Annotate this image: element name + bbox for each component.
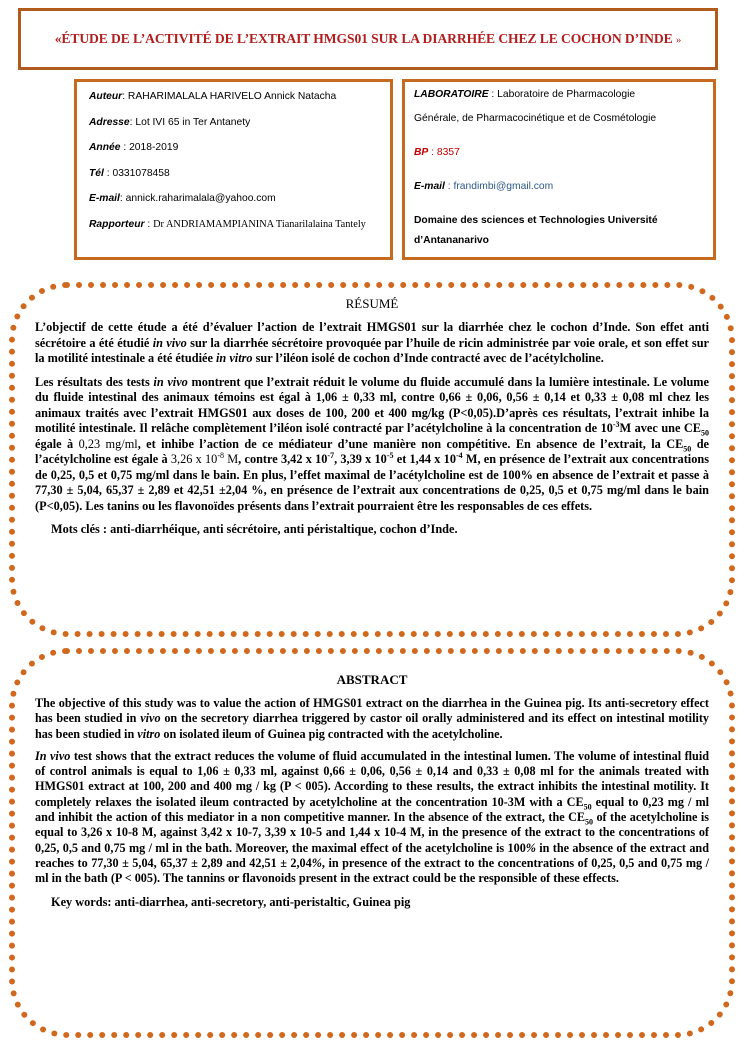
abstract-heading: ABSTRACT	[336, 672, 408, 687]
resume-p2-text: montrent que l’extrait réduit le volume du fluide accumulé dans la lumière intestinale. Le volume du fluide intestinal des animaux témoins est égal à 1,06 ± 0,33 ml, contre 0,66 ± 0,06, 0,56 ± 0,14 et 0,33 ± 0,08 ml chez les animaux traités avec l’extrait HMGS01 aux doses de 100, 200 et 400 mg/kg (P<0,05).D’après ces résultats, l’extrait inhibe la motilité intestinale. Il relâche complètement l’iléon isolé contracté par l’acétylcholine à la concentration de 10	[35, 374, 709, 435]
abstract-p2-text: equal to 0,23 mg / ml and inhibit the action of this mediator in a non competitive manner. In the absence of the extract, the CE	[35, 794, 709, 825]
resume-p2-sup: -7	[327, 450, 335, 460]
reporter-row	[89, 218, 390, 244]
abstract-section	[9, 648, 735, 1038]
lab-line2-row	[414, 112, 713, 126]
resume-p2-text: , 3,39 x 10	[334, 452, 387, 466]
domain-line2: d’Antananarivo	[414, 235, 489, 246]
resume-p2-text: M, en présence de l’extrait aux concentrations de 0,25, 0,5 et 0,75 mg/ml dans le bain. En plus, l’effet maximal de l’acétylcholine est de 100% en absence de l’extrait et passe à 77,30 ± 5,04, 65,37 ± 2,89 et 42,51 ±2,04 %, en présence de l’extrait aux concentrations de 0,25, 0,5 et 0,75 mg/ml dans le bain (P<0,05). Les tanins ou les flavonoïdes présents dans l’extrait pourraient être les responsables de ces effets.	[35, 452, 709, 513]
lab-line2: Générale, de Pharmacocinétique et de Cosmétologie	[414, 113, 657, 124]
abstract-paragraph-2	[35, 749, 709, 887]
abstract-p1-text: The objective of this study was to value the action of HMGS01 extract on the diarrhea in the Guinea pig. Its anti-secretory effect has been studied in	[35, 696, 709, 726]
resume-p2-text: et 1,44 x 10	[393, 452, 456, 466]
resume-keywords: Mots clés : anti-diarrhéique, anti sécrétoire, anti péristaltique, cochon d’Inde.	[51, 522, 458, 536]
resume-p2-text: , et inhibe l’action de ce médiateur d’une manière non compétitive. En absence de l’extrait, la CE	[137, 436, 684, 451]
resume-p2-sup: -8	[217, 450, 224, 460]
resume-p2-italic: in vivo	[153, 374, 188, 389]
resume-p2-sub: 50	[701, 428, 710, 438]
resume-p2-plain: M	[224, 452, 239, 466]
reporter-value: Dr ANDRIAMAMPIANINA Tianarilalaina Tantely	[153, 218, 366, 230]
phone-row	[89, 167, 390, 193]
title-close-quote: »	[675, 34, 682, 46]
author-row	[89, 90, 390, 116]
abstract-p2-text: in the absence of the extract and reaches to 77,30 ± 5,04, 65,37 ± 2,89 and 42,51 ± 2,04	[35, 840, 709, 870]
lab-info-box	[402, 79, 716, 260]
document-title	[55, 31, 682, 47]
lab-email-value[interactable]: : frandimbi@gmail.com	[444, 181, 554, 192]
author-value: : RAHARIMALALA HARIVELO Annick Natacha	[122, 91, 337, 102]
resume-p1-text: sur la diarrhée sécrétoire provoquée par l’huile de ricin administrée par voie orale, et son effet sur la motilité intestinale a été étudiée	[35, 335, 709, 365]
abstract-p2-italic: %	[525, 840, 536, 855]
title-open-quote: «	[54, 31, 62, 46]
resume-p2-sub: 50	[683, 443, 692, 453]
abstract-p1-text: on the secretory diarrhea triggered by castor oil orally administered and its effect on intestinal motility has been studied in	[35, 711, 709, 741]
address-row	[89, 116, 390, 142]
author-label: Auteur	[89, 91, 123, 102]
lab-email-row	[414, 180, 713, 194]
abstract-p1-italic: vitro	[137, 726, 161, 741]
domain-line1: Domaine des sciences et Technologies Université	[414, 215, 658, 226]
resume-p2-sup: -3	[612, 419, 620, 429]
resume-p1-italic: in vitro	[216, 351, 253, 365]
email-label: E-mail	[89, 193, 120, 204]
abstract-p2-italic: %	[311, 855, 322, 870]
bp-value: : 8357	[428, 147, 460, 158]
reporter-sep: :	[144, 218, 154, 230]
abstract-p2-text: test shows that the extract reduces the volume of fluid accumulated in the intestinal lumen. The volume of intestinal fluid of control animals is equal to 1,06 ± 0,33 ml, against 0,66 ± 0,06, 0,56 ± 0,14 and 0,33 ± 0,08 ml for the animals treated with HMGS01 extract at 100, 200 and 400 mg / kg (P < 005). According to these results, the extract inhibits the intestinal motility. It completely relaxes the isolated ileum contracted by acetylcholine at the concentration 10-3M with a CE	[35, 748, 709, 809]
resume-p1-text: sur l’iléon isolé de cochon d’Inde contracté avec de l’acétylcholine.	[252, 351, 604, 365]
title-text: ÉTUDE DE L’ACTIVITÉ DE L’EXTRAIT HMGS01 SUR LA DIARRHÉE CHEZ LE COCHON D’INDE	[61, 31, 673, 46]
phone-value: : 0331078458	[103, 167, 170, 179]
bp-label: BP	[414, 147, 429, 158]
resume-section	[9, 282, 735, 637]
author-info-box	[74, 79, 393, 260]
phone-label: Tél	[89, 167, 104, 179]
resume-p2-text: égale à	[35, 436, 79, 451]
resume-p1-italic: in vivo	[152, 335, 187, 350]
resume-p1-text: L’objectif de cette étude a été d’évaluer l’action de l’extrait HMGS01 sur la diarrhée chez le cochon d’Inde. Son effet anti sécrétoire a été étudié	[35, 320, 709, 350]
resume-p2-text: Les résultats des tests	[35, 374, 154, 389]
abstract-p2-sub: 50	[583, 802, 592, 812]
title-box	[18, 8, 718, 70]
resume-p2-text: , contre 3,42 x 10	[238, 452, 328, 466]
address-value: : Lot IVI 65 in Ter Antanety	[129, 116, 251, 128]
lab-line1: : Laboratoire de Pharmacologie	[488, 89, 636, 100]
abstract-p1-italic: vivo	[140, 711, 161, 726]
resume-paragraph-2	[35, 375, 709, 515]
year-label: Année	[89, 142, 121, 153]
abstract-p2-sub: 50	[585, 817, 594, 827]
year-value: : 2018-2019	[120, 142, 179, 153]
lab-row	[414, 88, 713, 102]
reporter-label: Rapporteur	[89, 218, 145, 230]
resume-paragraph-1	[35, 320, 709, 367]
abstract-p2-text: of the acetylcholine is equal to 3,26 x 10-8 M, against 3,42 x 10-7, 3,39 x 10-5 and 1,44 x 10-4 M, in the presence of the extract to the concentrations of 0,25, 0,5 and 0,75 mg / ml in the bath. Moreover, the maximal effect of the acetylcholine is 100	[35, 810, 709, 855]
email-value[interactable]: : annick.raharimalala@yahoo.com	[119, 193, 276, 204]
abstract-p2-text: , in presence of the extract to the concentrations of 0,25, 0,5 and 0,75 mg / ml in the bath (P < 005). The tannins or flavonoids present in the extract could be the responsible of these effects.	[35, 855, 709, 886]
abstract-keywords: Key words: anti-diarrhea, anti-secretory, anti-peristaltic, Guinea pig	[51, 894, 411, 909]
email-row	[89, 192, 390, 218]
bp-row	[414, 146, 713, 160]
resume-p2-text: de l’acétylcholine est égale à	[35, 436, 709, 466]
abstract-paragraph-1	[35, 696, 709, 742]
resume-p2-sup: -4	[455, 450, 463, 460]
resume-p2-plain: 3,26 x 10	[170, 452, 218, 466]
abstract-p2-italic: In vivo	[35, 748, 71, 763]
year-row	[89, 141, 390, 167]
abstract-p1-text: on isolated ileum of Guinea pig contracted with the acetylcholine.	[160, 726, 503, 741]
resume-p2-sup: -5	[386, 450, 394, 460]
address-label: Adresse	[89, 116, 130, 128]
resume-p2-plain: 0,23 mg/ml	[78, 436, 138, 451]
resume-heading: RÉSUMÉ	[345, 296, 399, 311]
lab-label: LABORATOIRE	[414, 89, 489, 100]
lab-email-label: E-mail	[414, 181, 445, 192]
resume-p2-text: M avec une CE	[619, 421, 702, 435]
